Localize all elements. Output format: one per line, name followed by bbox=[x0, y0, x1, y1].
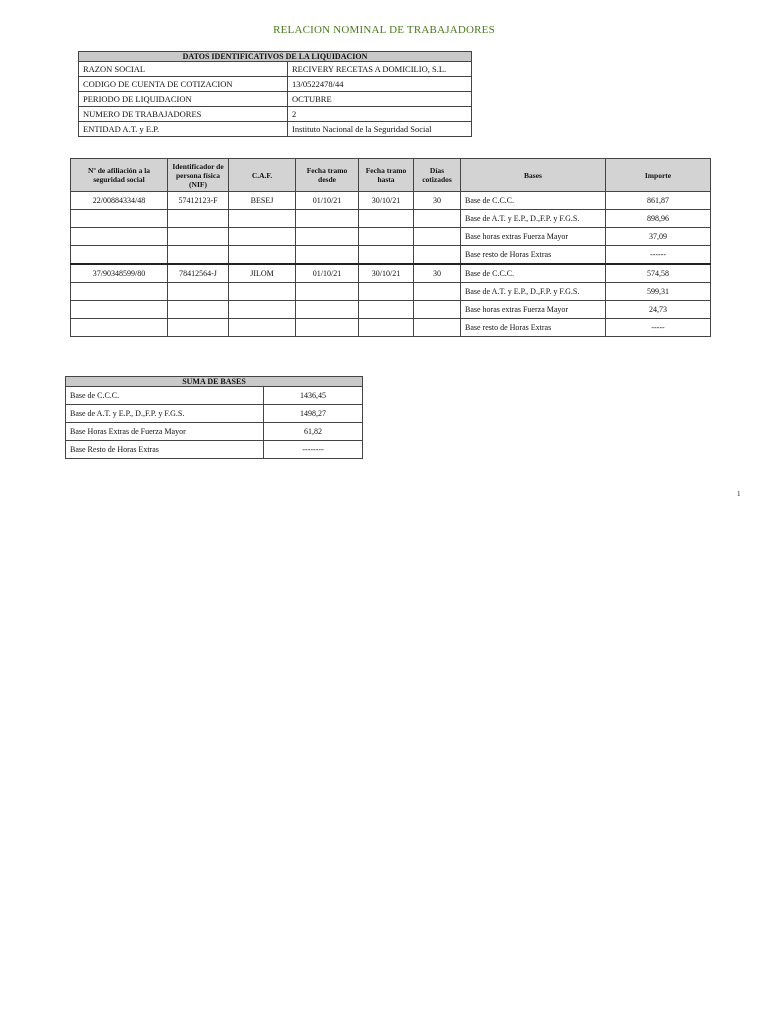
datos-value: 2 bbox=[288, 107, 472, 122]
datos-label: PERIODO DE LIQUIDACION bbox=[79, 92, 288, 107]
caf-cell: JILOM bbox=[229, 264, 296, 283]
col-hasta-header: Fecha tramo hasta bbox=[359, 159, 414, 192]
table-row bbox=[71, 210, 711, 228]
datos-label: CODIGO DE CUENTA DE COTIZACION bbox=[79, 77, 288, 92]
datos-identificativos-table bbox=[78, 51, 472, 137]
col-caf-header: C.A.F. bbox=[229, 159, 296, 192]
table-row bbox=[71, 228, 711, 246]
desde-cell: 01/10/21 bbox=[296, 192, 359, 210]
dias-cell: 30 bbox=[414, 192, 461, 210]
afiliacion-cell: 37/90348599/80 bbox=[71, 264, 168, 283]
document-title: RELACION NOMINAL DE TRABAJADORES bbox=[273, 24, 495, 36]
base-label-cell: Base resto de Horas Extras bbox=[461, 319, 606, 337]
col-desde-header: Fecha tramo desde bbox=[296, 159, 359, 192]
col-afiliacion-header: Nº de afiliación a la seguridad social bbox=[71, 159, 168, 192]
suma-de-bases-table bbox=[65, 376, 363, 459]
suma-row bbox=[66, 441, 363, 459]
datos-label: NUMERO DE TRABAJADORES bbox=[79, 107, 288, 122]
importe-cell: 898,96 bbox=[606, 210, 711, 228]
datos-value: 13/0522478/44 bbox=[288, 77, 472, 92]
base-label-cell: Base de A.T. y E.P., D.,F.P. y F.G.S. bbox=[461, 283, 606, 301]
suma-row bbox=[66, 423, 363, 441]
table-row bbox=[71, 319, 711, 337]
datos-row bbox=[79, 107, 472, 122]
trabajadores-table bbox=[70, 158, 711, 337]
col-dias-header: Días cotizados bbox=[414, 159, 461, 192]
datos-header: DATOS IDENTIFICATIVOS DE LA LIQUIDACION bbox=[79, 52, 472, 62]
desde-cell: 01/10/21 bbox=[296, 264, 359, 283]
page-number: 1 bbox=[737, 490, 741, 498]
suma-label: Base de A.T. y E.P., D.,F.P. y F.G.S. bbox=[66, 405, 264, 423]
datos-value: RECIVERY RECETAS A DOMICILIO, S.L. bbox=[288, 62, 472, 77]
importe-cell: 37,09 bbox=[606, 228, 711, 246]
caf-cell: BESEJ bbox=[229, 192, 296, 210]
datos-row bbox=[79, 92, 472, 107]
suma-value: 1498,27 bbox=[264, 405, 363, 423]
datos-value: OCTUBRE bbox=[288, 92, 472, 107]
importe-cell: 574,58 bbox=[606, 264, 711, 283]
datos-value: Instituto Nacional de la Seguridad Social bbox=[288, 122, 472, 137]
importe-cell: 24,73 bbox=[606, 301, 711, 319]
hasta-cell: 30/10/21 bbox=[359, 264, 414, 283]
table-row bbox=[71, 246, 711, 265]
suma-value: -------- bbox=[264, 441, 363, 459]
importe-cell: ----- bbox=[606, 319, 711, 337]
trabajadores-header-row bbox=[71, 159, 711, 192]
suma-label: Base Horas Extras de Fuerza Mayor bbox=[66, 423, 264, 441]
base-label-cell: Base de A.T. y E.P., D.,F.P. y F.G.S. bbox=[461, 210, 606, 228]
suma-row bbox=[66, 405, 363, 423]
datos-label: RAZON SOCIAL bbox=[79, 62, 288, 77]
suma-row bbox=[66, 387, 363, 405]
suma-label: Base Resto de Horas Extras bbox=[66, 441, 264, 459]
base-label-cell: Base de C.C.C. bbox=[461, 264, 606, 283]
nif-cell: 57412123-F bbox=[168, 192, 229, 210]
importe-cell: 599,31 bbox=[606, 283, 711, 301]
suma-label: Base de C.C.C. bbox=[66, 387, 264, 405]
col-bases-header: Bases bbox=[461, 159, 606, 192]
table-row bbox=[71, 301, 711, 319]
col-importe-header: Importe bbox=[606, 159, 711, 192]
dias-cell: 30 bbox=[414, 264, 461, 283]
hasta-cell: 30/10/21 bbox=[359, 192, 414, 210]
importe-cell: 861,87 bbox=[606, 192, 711, 210]
datos-row bbox=[79, 122, 472, 137]
col-nif-header: Identificador de persona física (NIF) bbox=[168, 159, 229, 192]
table-row bbox=[71, 192, 711, 210]
suma-value: 61,82 bbox=[264, 423, 363, 441]
datos-row bbox=[79, 77, 472, 92]
afiliacion-cell: 22/00884334/48 bbox=[71, 192, 168, 210]
table-row bbox=[71, 283, 711, 301]
base-label-cell: Base horas extras Fuerza Mayor bbox=[461, 228, 606, 246]
base-label-cell: Base resto de Horas Extras bbox=[461, 246, 606, 265]
suma-header: SUMA DE BASES bbox=[66, 377, 363, 387]
importe-cell: ------ bbox=[606, 246, 711, 265]
datos-label: ENTIDAD A.T. y E.P. bbox=[79, 122, 288, 137]
base-label-cell: Base horas extras Fuerza Mayor bbox=[461, 301, 606, 319]
base-label-cell: Base de C.C.C. bbox=[461, 192, 606, 210]
nif-cell: 78412564-J bbox=[168, 264, 229, 283]
datos-row bbox=[79, 62, 472, 77]
suma-value: 1436,45 bbox=[264, 387, 363, 405]
table-row bbox=[71, 264, 711, 283]
